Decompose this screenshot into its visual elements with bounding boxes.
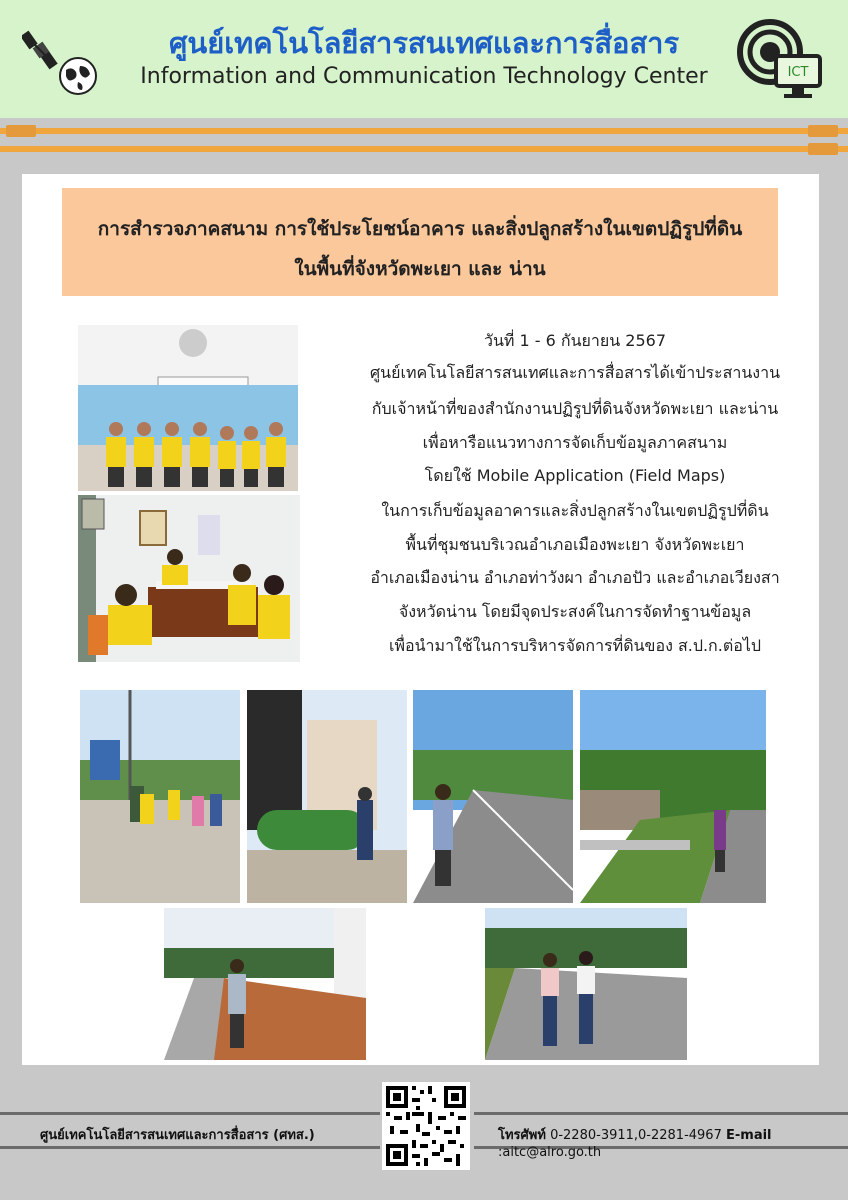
footer-contact <box>498 1124 848 1160</box>
header-title-th: ศูนย์เทคโนโลยีสารสนเทศและการสื่อสาร <box>168 26 680 60</box>
footer-cable <box>474 1112 848 1115</box>
cable-bottom <box>0 146 848 152</box>
photo-field-4 <box>580 690 766 903</box>
body-line: ในการเก็บข้อมูลอาคารและสิ่งปลูกสร้างในเขตปฏิรูปที่ดิน <box>381 501 769 520</box>
footer-org: ศูนย์เทคโนโลยีสารสนเทศและการสื่อสาร (ศทส.) <box>40 1128 315 1143</box>
cable-top <box>0 128 848 134</box>
phone-number: 0-2280-3911,0-2281-4967 <box>550 1128 722 1143</box>
body-line: เพื่อหารือแนวทางการจัดเก็บข้อมูลภาคสนาม <box>422 433 728 452</box>
plug-right <box>808 125 838 137</box>
email-label: E-mail <box>726 1128 772 1143</box>
body-line: ศูนย์เทคโนโลยีสารสนเทศและการสื่อสารได้เข้าประสานงาน <box>370 363 780 382</box>
body-line: เพื่อนำมาใช้ในการบริหารจัดการที่ดินของ ส.ป.ก.ต่อไป <box>388 636 762 655</box>
body-line: โดยใช้ Mobile Application (Field Maps) <box>424 466 726 485</box>
phone-label: โทรศัพท์ <box>498 1128 546 1143</box>
photo-field-5 <box>164 908 366 1060</box>
header <box>0 0 848 118</box>
photo-field-2 <box>247 690 407 903</box>
photo-group-meeting <box>78 325 298 491</box>
photo-office-discussion <box>78 495 300 662</box>
body-line: พื้นที่ชุมชนบริเวณอำเภอเมืองพะเยา จังหวัดพะเยา <box>405 535 745 554</box>
photo-field-6 <box>485 908 687 1060</box>
photo-field-1 <box>80 690 240 903</box>
body-line: จังหวัดน่าน โดยมีจุดประสงค์ในการจัดทำฐานข้อมูล <box>398 602 752 621</box>
ict-monitor-logo <box>736 18 826 102</box>
header-title-en: Information and Communication Technology Center <box>140 64 708 89</box>
qr-code <box>382 1082 470 1170</box>
banner-line-1: การสำรวจภาคสนาม การใช้ประโยชน์อาคาร และสิ่งปลูกสร้างในเขตปฏิรูปที่ดิน <box>97 218 743 240</box>
email-address: :aitc@alro.go.th <box>498 1145 602 1160</box>
banner-line-2: ในพื้นที่จังหวัดพะเยา และ น่าน <box>294 258 546 280</box>
body-line: อำเภอเมืองน่าน อำเภอท่าวังผา อำเภอปัว และอำเภอเวียงสา <box>370 568 780 587</box>
body-line: วันที่ 1 - 6 กันยายน 2567 <box>483 331 667 350</box>
plug-right-lower <box>808 143 838 155</box>
plug-left <box>6 125 36 137</box>
body-line: กับเจ้าหน้าที่ของสำนักงานปฏิรูปที่ดินจังหวัดพะเยา และน่าน <box>371 399 779 418</box>
logo-text: ICT <box>787 65 809 80</box>
footer-cable <box>0 1112 380 1115</box>
footer-cable <box>0 1146 380 1149</box>
photo-field-3 <box>413 690 573 903</box>
